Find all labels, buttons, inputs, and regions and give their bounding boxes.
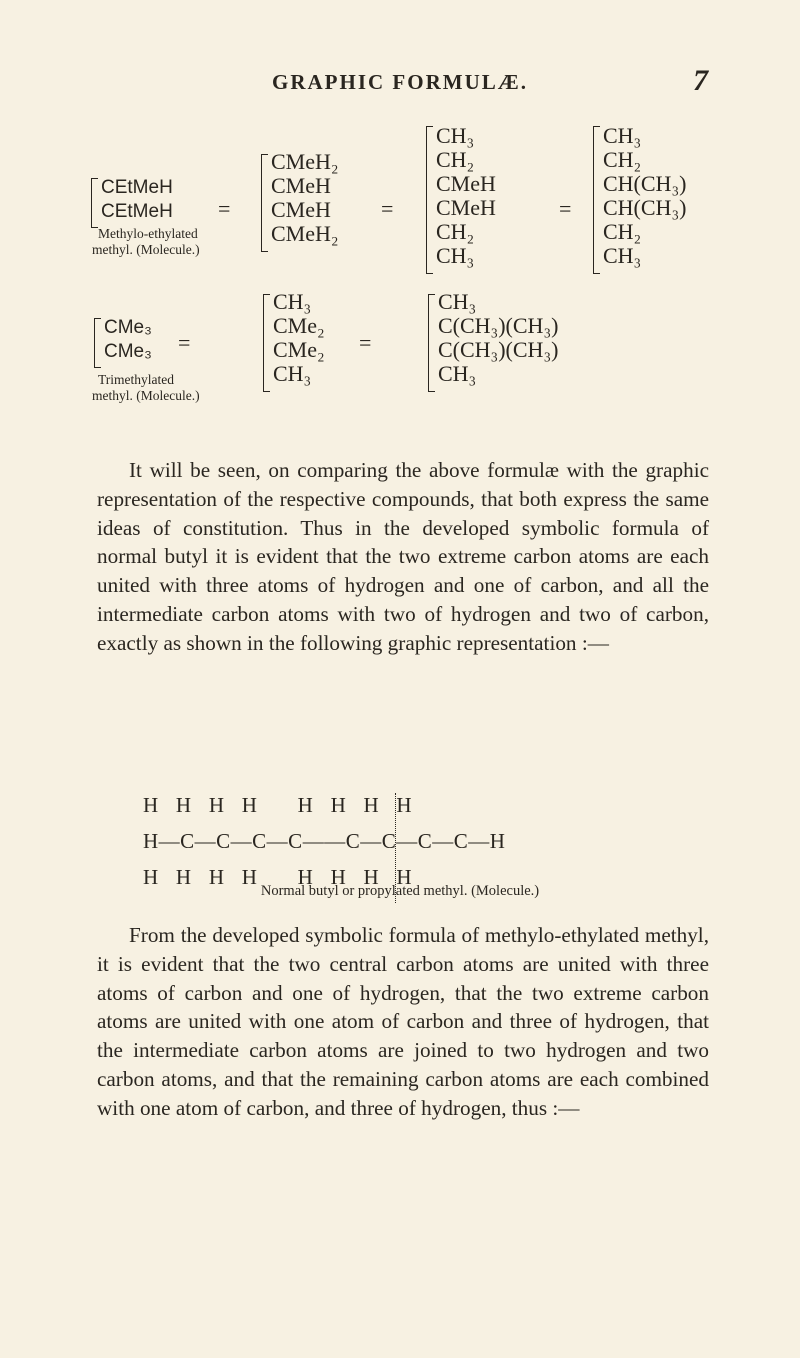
body-paragraph: It will be seen, on comparing the above formulæ with the graphic representation of the respective compounds, that both express the same ideas of constitution. Thus in the developed symbolic formula of normal butyl it is evident that the two extreme carbon atoms are each united with three atoms of hydrogen and one of carbon, and all the intermediate carbon atoms with two of hydrogen and two of carbon, exactly as shown in the following graphic representation :— [97,458,709,655]
equals-sign: = [218,196,231,221]
formula-line: CH₃ [436,243,475,268]
formula-line: CH₃ [438,289,477,314]
expanded-formula-b [436,124,496,268]
brace [593,126,600,274]
hydrogen-row-top: H H H H H H H H [143,793,413,817]
formula-line: C(CH₃)(CH₃) [438,337,559,362]
formula-line: CH₃ [603,123,642,148]
molecular-formula [101,176,173,224]
formula-line: CH₃ [436,123,475,148]
formula-line: CMeH [436,171,496,196]
hydrogen-row-bottom: H H H H H H H H [143,865,413,889]
formula-caption [92,226,200,258]
formula-line: CH₃ [273,361,312,386]
expanded-formula-a [273,290,325,386]
formula-line: CH₃ [603,243,642,268]
brace [426,126,433,274]
brace [428,294,435,392]
formula-line: CMe₂ [273,313,325,338]
formula-line: CMe₃ [104,341,152,362]
running-title: GRAPHIC FORMULÆ. [272,70,528,94]
formula-line: CMeH [271,173,331,198]
formula-line: CH₃ [438,361,477,386]
equals-sign: = [359,330,372,355]
equals-sign: = [178,330,191,355]
formula-line: CMeH [271,197,331,222]
formula-line: CH₂ [603,219,642,244]
caption-line: methyl. (Molecule.) [92,388,200,403]
caption-line: Methylo-ethylated [98,226,198,241]
graphic-structure-diagram [143,793,663,923]
caption-line: methyl. (Molecule.) [92,242,200,257]
formula-line: CMeH₂ [271,149,339,174]
formula-caption [92,372,200,404]
formula-line: CH₃ [273,289,312,314]
formula-line: CH₂ [436,147,475,172]
brace [261,154,268,252]
caption-line: Trimethylated [98,372,174,387]
molecular-formula [104,316,152,364]
page-number: 7 [693,64,708,97]
formula-line: C(CH₃)(CH₃) [438,313,559,338]
brace [94,318,101,368]
formula-line: CMeH₂ [271,221,339,246]
formula-line: CEtMeH [101,177,173,198]
formula-line: CH₂ [603,147,642,172]
diagram-caption: Normal butyl or propylated methyl. (Molecule.) [260,883,540,899]
body-paragraph: From the developed symbolic formula of methylo-ethylated methyl, it is evident that the two central carbon atoms are united with three atoms of carbon and one of hydrogen, that the two extreme carbon atoms are united with one atom of carbon and three of hydrogen, that the intermediate carbon atoms are joined to two hydrogen and two carbon atoms, and that the remaining carbon atoms are each combined with one atom of carbon, and three of hydrogen, thus :— [97,923,709,1120]
brace [263,294,270,392]
formula-line: CH(CH₃) [603,195,687,220]
formula-line: CMe₃ [104,317,152,338]
equals-sign: = [381,196,394,221]
formula-line: CMeH [436,195,496,220]
formula-line: CEtMeH [101,201,173,222]
expanded-formula-b [438,290,558,386]
expanded-formula-c [603,124,686,268]
formula-line: CH(CH₃) [603,171,687,196]
equals-sign: = [559,196,572,221]
expanded-formula-a [271,150,339,246]
formula-line: CH₂ [436,219,475,244]
brace [91,178,98,228]
carbon-chain-row: H—C—C—C—C——C—C—C—C—H [143,829,506,853]
formula-line: CMe₂ [273,337,325,362]
